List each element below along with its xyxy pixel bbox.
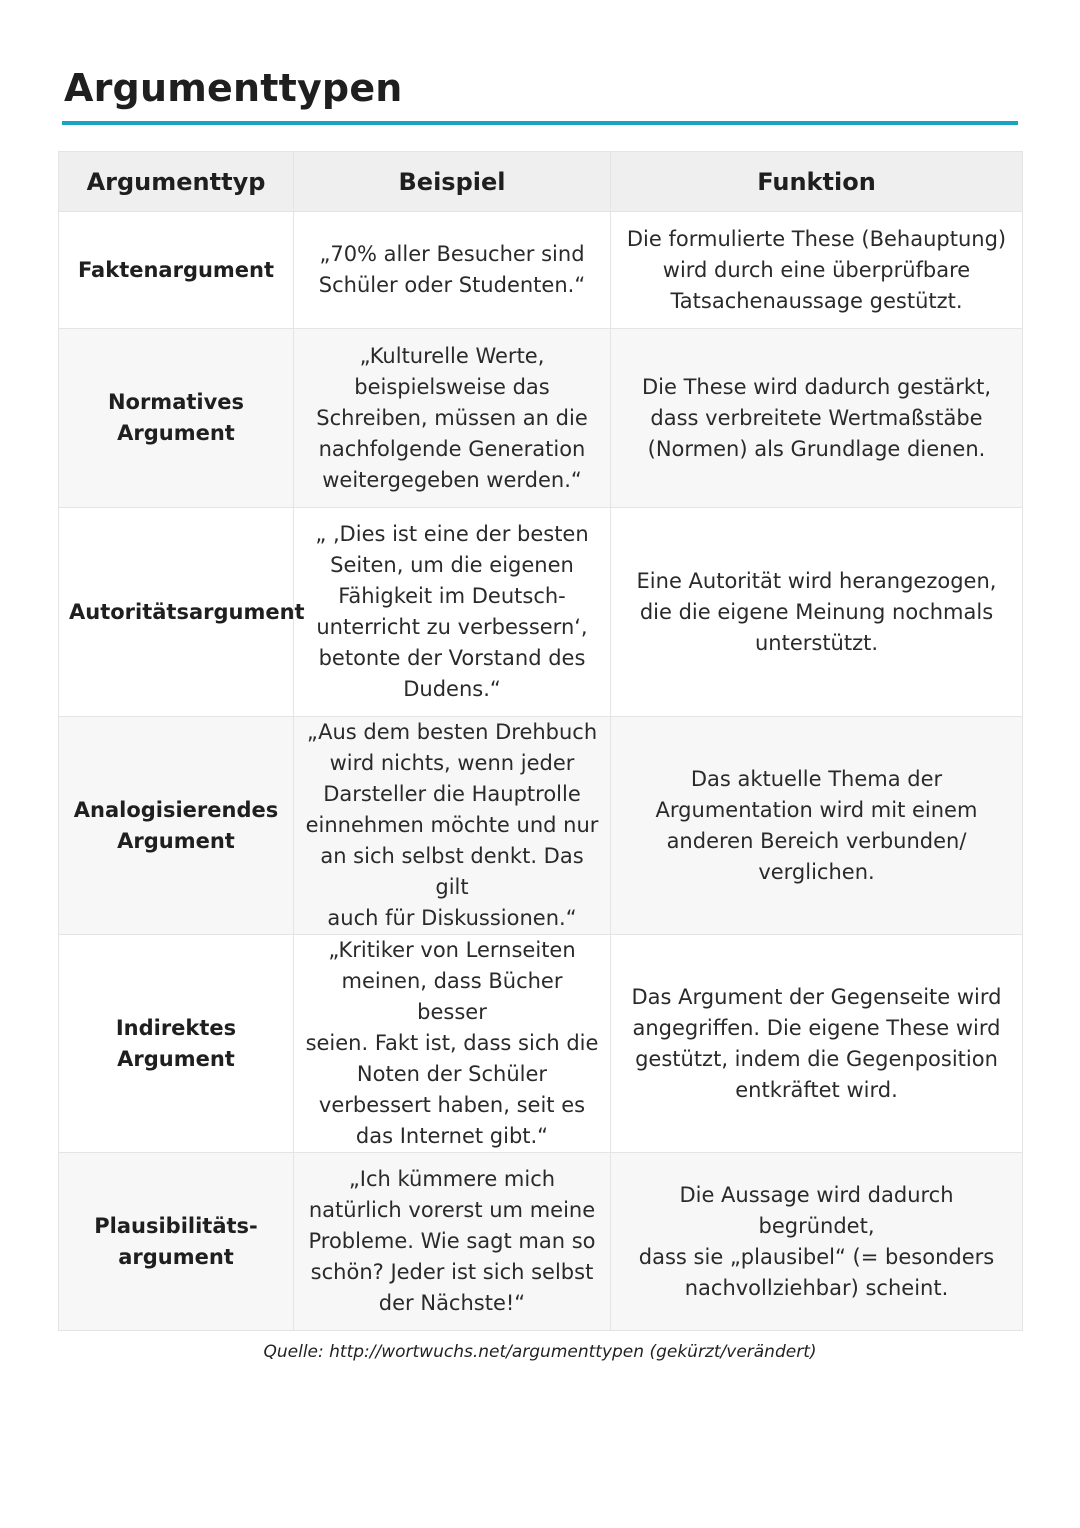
argument-type-cell: Faktenargument [59, 212, 294, 329]
table-row [59, 717, 1023, 935]
example-cell: „Kulturelle Werte, beispielsweise das Schreiben, müssen an die nachfolgende Generation weitergegeben werden.“ [294, 329, 611, 508]
example-cell: „ ‚Dies ist eine der besten Seiten, um die eigenen Fähigkeit im Deutsch- unterricht zu verbessern‘, betonte der Vorstand des Dudens.“ [294, 508, 611, 717]
example-cell: „70% aller Besucher sind Schüler oder Studenten.“ [294, 212, 611, 329]
table-row [59, 935, 1023, 1153]
column-header-argumenttyp: Argumenttyp [59, 152, 294, 212]
argument-types-table [58, 151, 1023, 1331]
argument-type-cell: Normatives Argument [59, 329, 294, 508]
table-row [59, 329, 1023, 508]
function-cell: Die formulierte These (Behauptung) wird durch eine überprüfbare Tatsachenaussage gestützt. [611, 212, 1023, 329]
title-underline [62, 121, 1018, 125]
example-cell: „Kritiker von Lernseiten meinen, dass Bücher besser seien. Fakt ist, dass sich die Noten der Schüler verbessert haben, seit es das Internet gibt.“ [294, 935, 611, 1153]
table-row [59, 508, 1023, 717]
function-cell: Eine Autorität wird herangezogen, die die eigene Meinung nochmals unterstützt. [611, 508, 1023, 717]
function-cell: Die Aussage wird dadurch begründet, dass sie „plausibel“ (= besonders nachvollziehbar) scheint. [611, 1153, 1023, 1331]
table-row [59, 1153, 1023, 1331]
argument-type-cell: Plausibilitäts- argument [59, 1153, 294, 1331]
function-cell: Das Argument der Gegenseite wird angegriffen. Die eigene These wird gestützt, indem die Gegenposition entkräftet wird. [611, 935, 1023, 1153]
page-title: Argumenttypen [64, 66, 403, 110]
column-header-beispiel: Beispiel [294, 152, 611, 212]
source-citation: Quelle: http://wortwuchs.net/argumenttypen (gekürzt/verändert) [263, 1342, 817, 1362]
example-cell: „Ich kümmere mich natürlich vorerst um meine Probleme. Wie sagt man so schön? Jeder ist sich selbst der Nächste!“ [294, 1153, 611, 1331]
table-row [59, 212, 1023, 329]
argument-type-cell: Indirektes Argument [59, 935, 294, 1153]
function-cell: Die These wird dadurch gestärkt, dass verbreitete Wertmaßstäbe (Normen) als Grundlage dienen. [611, 329, 1023, 508]
column-header-funktion: Funktion [611, 152, 1023, 212]
table-header-row [59, 152, 1023, 212]
example-cell: „Aus dem besten Drehbuch wird nichts, wenn jeder Darsteller die Hauptrolle einnehmen möchte und nur an sich selbst denkt. Das gilt auch für Diskussionen.“ [294, 717, 611, 935]
argument-type-cell: Analogisierendes Argument [59, 717, 294, 935]
function-cell: Das aktuelle Thema der Argumentation wird mit einem anderen Bereich verbunden/ verglichen. [611, 717, 1023, 935]
argument-type-cell: Autoritätsargument [59, 508, 294, 717]
